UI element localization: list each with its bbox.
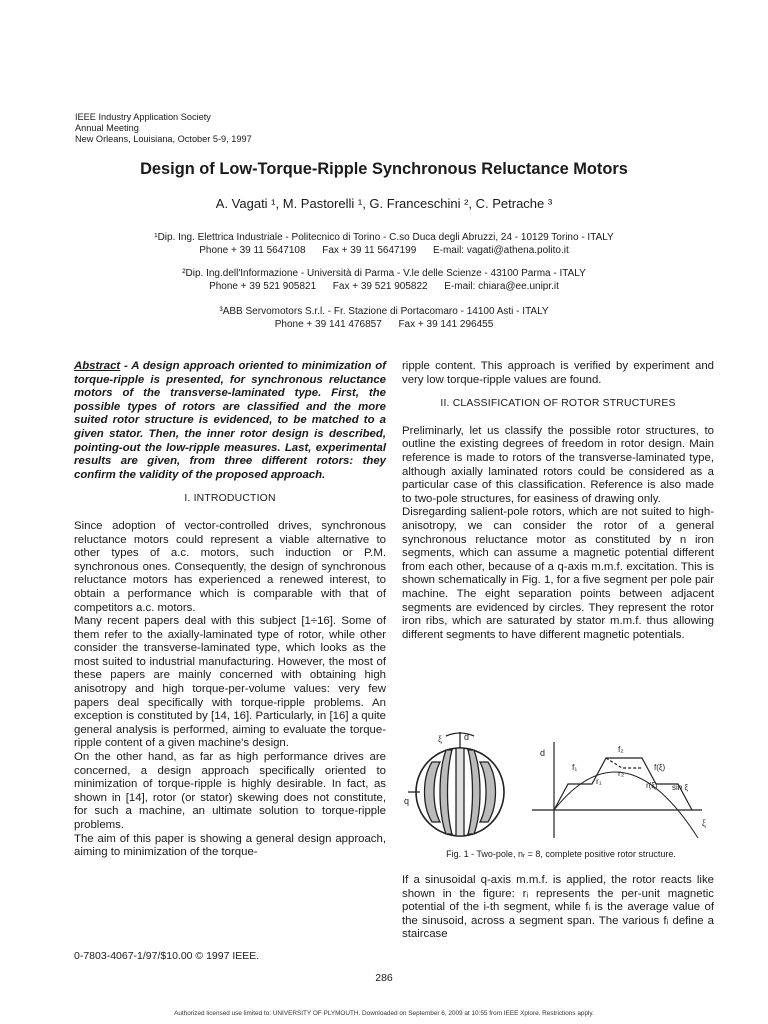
affiliation-2-address: ²Dip. Ing.dell'Informazione - Università di Parma - V.le delle Scienze - 43100 Parma - ITALY [182, 268, 586, 279]
page-number: 286 [375, 972, 393, 984]
figure-label-r1: r₁ [596, 776, 602, 786]
figure-label-d: d [464, 732, 470, 742]
intro-paragraph-1: Since adoption of vector-controlled drives, synchronous reluctance motors could represent a viable alternative to other types of a.c. motors, such induction or P.M. synchronous ones. Consequently, the design of synchronous reluctance motors has experienced a renewed interest, to obtain a performance which is comparable with that of competitors a.c. motors. [74, 519, 386, 614]
figure-1-caption: Fig. 1 - Two-pole, nᵣ = 8, complete positive rotor structure. [446, 849, 676, 859]
figure-label-xi: ξ [438, 734, 443, 744]
affiliation-1-contact: Phone + 39 11 5647108 Fax + 39 11 5647199 E-mail: vagati@athena.polito.it [199, 244, 569, 256]
intro-paragraph-2: Many recent papers deal with this subject [1÷16]. Some of them refer to the axially-laminated type of rotor, while other consider the transverse-laminated type, which looks as the most suited to industrial manufacturing. However, the most of these papers are mainly concerned with obtaining high anisotropy and high torque-per-volume values: very few papers deal specifically with torque-ripple problems. An exception is constituted by [14, 16]. Particularly, in [16] a quite general analysis is performed, aiming to evaluate the torque-ripple content of a given machine's design. [74, 615, 386, 750]
affiliation-1-address: ¹Dip. Ing. Elettrica Industriale - Politecnico di Torino - C.so Duca degli Abruzzi, 24 - 10129 Torino - ITALY [154, 232, 614, 243]
rotor-cross-section [408, 732, 504, 836]
section-1-heading: I. INTRODUCTION [184, 493, 276, 505]
figure-label-q: q [404, 796, 410, 806]
affiliation-2-contact: Phone + 39 521 905821 Fax + 39 521 905822 E-mail: chiara@ee.unipr.it [209, 280, 559, 292]
affiliation-3 [0, 306, 768, 331]
intro-paragraph-4: The aim of this paper is showing a general design approach, aiming to minimization of the torque- [74, 832, 386, 859]
affiliation-3-contact: Phone + 39 141 476857 Fax + 39 141 296455 [274, 318, 494, 330]
figure-label-f1: f₁ [572, 762, 578, 772]
right-column-bottom [402, 874, 714, 942]
right-paragraph-0: ripple content. This approach is verified by experiment and very low torque-ripple values are found. [402, 360, 714, 386]
figure-label-rxi: r(ξ) [646, 781, 658, 790]
affiliation-2 [0, 268, 768, 293]
right-paragraph-1: Preliminarly, let us classify the possible rotor structures, to outline the existing degrees of freedom in rotor design. Main reference is made to rotors of the transverse-laminated type, although axially laminated rotors could be considered as a particular case of this classification. Reference is also made to two-pole structures, for easiness of drawing only. [402, 424, 714, 505]
figure-label-sin: sin ξ [672, 783, 689, 792]
figure-label-r2: r₂ [618, 768, 625, 778]
figure-1 [402, 728, 720, 846]
figure-label-fxi: f(ξ) [654, 763, 666, 772]
figure-label-xi-axis: ξ [702, 818, 707, 828]
paper-authors: A. Vagati ¹, M. Pastorelli ¹, G. Franceschini ², C. Petrache ³ [215, 196, 553, 211]
conference-line-3: New Orleans, Louisiana, October 5-9, 1997 [75, 134, 252, 144]
affiliation-3-address: ³ABB Servomotors S.r.l. - Fr. Stazione di Portacomaro - 14100 Asti - ITALY [219, 306, 549, 317]
section-2-heading: II. CLASSIFICATION OF ROTOR STRUCTURES [440, 398, 676, 410]
abstract-label: Abstract [74, 360, 121, 372]
conference-line-1: IEEE Industry Application Society [75, 112, 211, 122]
conference-line-2: Annual Meeting [75, 123, 139, 133]
figure-label-f2: f₂ [618, 744, 624, 754]
right-column [402, 360, 714, 642]
copyright-notice: 0-7803-4067-1/97/$10.00 © 1997 IEEE. [74, 950, 260, 962]
abstract [74, 360, 386, 482]
right-paragraph-3: If a sinusoidal q-axis m.m.f. is applied, the rotor reacts like shown in the figure: rᵢ represents the per-unit magnetic potential of the i-th segment, while fᵢ is the average value of the sinusoid, across a segment span. The various fᵢ define a staircase [402, 874, 714, 941]
figure-label-d2: d [540, 748, 546, 758]
download-footer: Authorized licensed use limited to: UNIVERSITY OF PLYMOUTH. Downloaded on September 6, 2009 at 10:55 from IEEE Xplore. Restrictions apply. [174, 1010, 594, 1017]
left-column [74, 360, 386, 860]
affiliation-1 [0, 232, 768, 257]
abstract-text: - A design approach oriented to minimization of torque-ripple is presented, for synchronous reluctance motors of the transverse-laminated type. First, the possible types of rotors are classified and the more suited rotor structure is evidenced, to be matched to a given stator. Then, the inner rotor design is described, pointing-out the low-ripple measures. Last, experimental results are given, from three different rotors: they confirm the validity of the proposed approach. [74, 360, 386, 481]
conference-header [75, 112, 252, 145]
intro-paragraph-3: On the other hand, as far as high performance drives are concerned, a design approach specifically oriented to minimization of torque-ripple is highly desirable. In fact, as shown in [14], rotor (or stator) skewing does not constitute, for such a machine, an ultimate solution to torque-ripple problems. [74, 751, 386, 831]
right-paragraph-2: Disregarding salient-pole rotors, which are not suited to high-anisotropy, we can consider the rotor of a general synchronous reluctance motor as constituted by n iron segments, which can assume a magnetic potential different from each other, because of a q-axis m.m.f. excitation. This is shown schematically in Fig. 1, for a five segment per pole pair machine. The eight separation points between adjacent segments are evidenced by circles. They represent the rotor iron ribs, which are saturated by stator m.m.f. thus allowing different segments to have different magnetic potentials. [402, 506, 714, 641]
paper-title: Design of Low-Torque-Ripple Synchronous Reluctance Motors [140, 160, 628, 178]
